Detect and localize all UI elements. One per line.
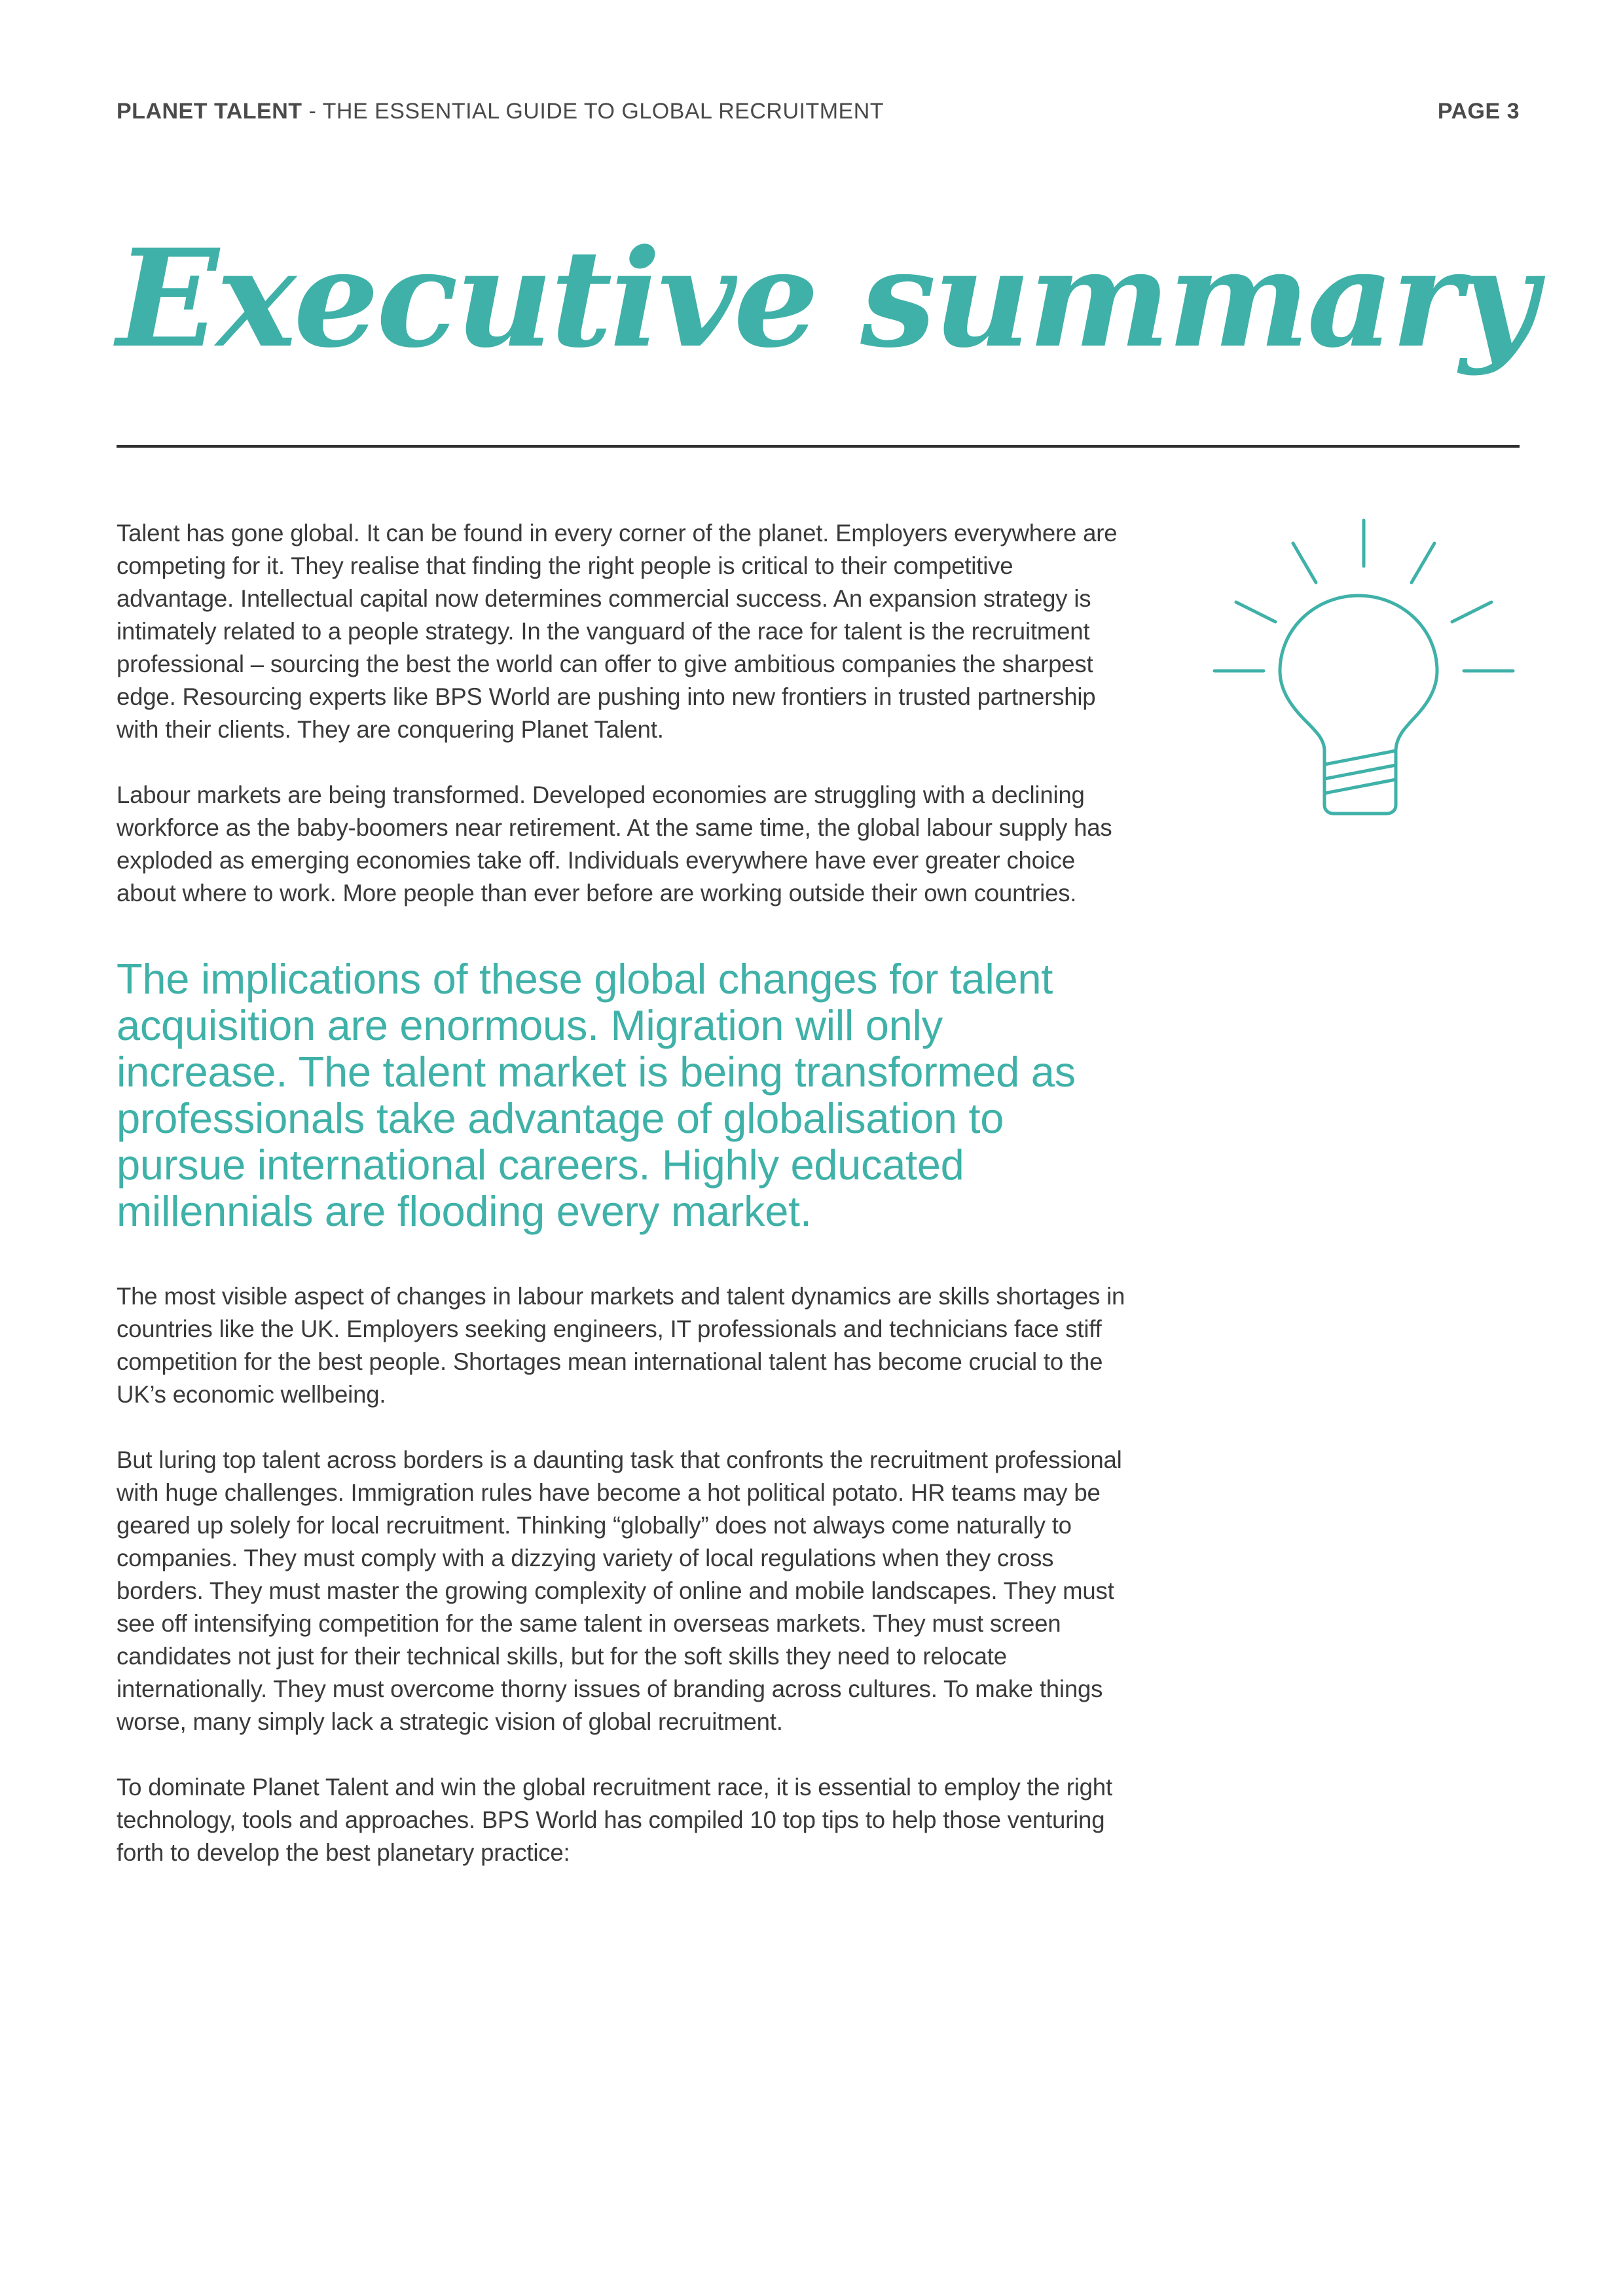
lightbulb-icon xyxy=(1205,514,1519,834)
body-column xyxy=(117,517,1128,1902)
page-number: PAGE 3 xyxy=(1437,98,1520,124)
header-subtitle: - THE ESSENTIAL GUIDE TO GLOBAL RECRUITMENT xyxy=(302,98,884,124)
title-divider xyxy=(117,445,1520,448)
header-brand: PLANET TALENT xyxy=(117,98,302,124)
page-header xyxy=(117,95,1520,128)
page-title: Executive summary xyxy=(117,221,1535,378)
body-paragraph-2: Labour markets are being transformed. Developed economies are struggling with a declining workforce as the baby-boomers near retirement. At the same time, the global labour supply has exploded as emerging economies take off. Individuals everywhere have ever greater choice about where to work. More people than ever before are working outside their own countries. xyxy=(117,781,1112,906)
pull-quote: The implications of these global changes for talent acquisition are enormous. Migration will only increase. The talent market is being transformed as professionals take advantage of globalisation to pursue international careers. Highly educated millennials are flooding every market. xyxy=(117,955,1076,1235)
body-paragraph-1: Talent has gone global. It can be found in every corner of the planet. Employers everywhere are competing for it. They realise that finding the right people is critical to their competitive advantage. Intellectual capital now determines commercial success. An expansion strategy is intimately related to a people strategy. In the vanguard of the race for talent is the recruitment professional – sourcing the best the world can offer to give ambitious companies the sharpest edge. Resourcing experts like BPS World are pushing into new frontiers in trusted partnership with their clients. They are conquering Planet Talent. xyxy=(117,520,1118,743)
body-paragraph-4: But luring top talent across borders is a daunting task that confronts the recruitment professional with huge challenges. Immigration rules have become a hot political potato. HR teams may be geared up solely for local recruitment. Thinking “globally” does not always come naturally to companies. They must comply with a dizzying variety of local regulations when they cross borders. They must master the growing complexity of online and mobile landscapes. They must see off intensifying competition for the same talent in overseas markets. They must screen candidates not just for their technical skills, but for the soft skills they need to relocate internationally. They must overcome thorny issues of branding across cultures. To make things worse, many simply lack a strategic vision of global recruitment. xyxy=(117,1446,1122,1735)
body-paragraph-5: To dominate Planet Talent and win the global recruitment race, it is essential to employ the right technology, tools and approaches. BPS World has compiled 10 top tips to help those venturing forth to develop the best planetary practice: xyxy=(117,1774,1112,1866)
header-title xyxy=(117,99,884,124)
body-paragraph-3: The most visible aspect of changes in labour markets and talent dynamics are skills shortages in countries like the UK. Employers seeking engineers, IT professionals and technicians face stiff competition for the best people. Shortages mean international talent has become crucial to the UK’s economic wellbeing. xyxy=(117,1283,1125,1408)
